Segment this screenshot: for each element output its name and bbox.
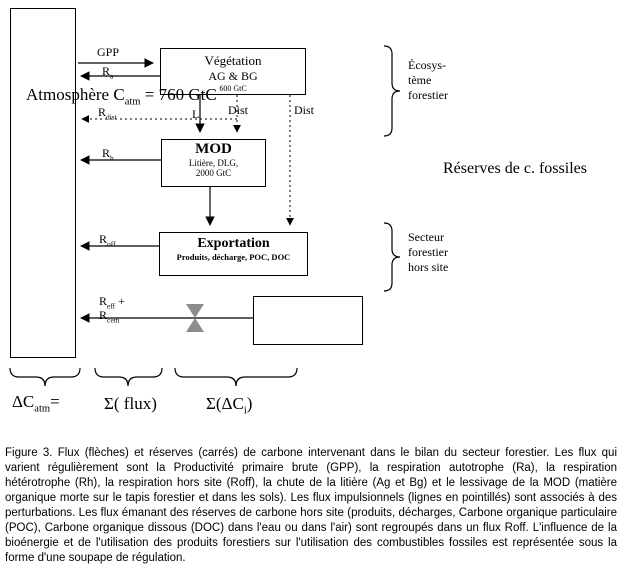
atmosphere-box [10,8,76,358]
mod-box [161,139,266,187]
vegetation-title: Végétation [204,53,262,68]
rcem-label: $R_{cem}$ [99,308,120,325]
atmosphere-label: Atmosphère $C_{atm} = 760$ GtC [26,85,217,108]
fossil-reserves-label: Réserves de c. fossiles [443,160,587,177]
stocks-underbrace [175,368,297,386]
rh-label: $R_h$ [102,146,114,163]
offsite-brace [384,223,400,291]
ra-label: $R_a$ [102,64,114,81]
roff-label: $R_{off}$ [99,232,116,249]
rdist-label: $R_{dist}$ [98,105,117,122]
gpp-label: GPP [97,45,120,59]
ecosystem-brace [384,46,400,136]
exportation-box [159,232,308,276]
equation-flux-sum: Σ( flux) [104,394,157,413]
exportation-title: Exportation [197,236,270,251]
mod-stock: 2000 GtC [195,168,232,179]
vegetation-subtitle: AG & BG [208,69,258,83]
dist-label-2: Dist [294,103,315,117]
vegetation-stock: 600 GtC [219,84,247,93]
figure-caption: Figure 3. Flux (flèches) et réserves (carrés) de carbone intervenant dans le bilan du secteur forestier. Les flux qui varient régulièrement sont la Productivité primaire brute (GPP), la respiration autotrophe (Ra), la respiration hétérotrophe (Rh), la respiration hors site (Roff), la chute de la litière (Ag et Bg) et le lessivage de la MOD (matière organique morte sur le tapis forestier et dans les sols). Les flux impulsionnels (lignes en pointillés) sont associés à des perturbations. Les flux émanant des réserves de carbone hors site (produits, décharges, Carbone organique particulaire (POC), Carbone organique dissous (DOC) dans l'eau ou dans l'air) sont regroupés dans un flux Roff. L'influence de la bioénergie et de l'utilisation des produits forestiers sur l'utilisation des combustibles fossiles est représentée sous la forme d'une soupape de régulation. [5,447,617,564]
equation-stock-sum: $\Sigma(\Delta C_i)$ [206,394,253,417]
atmosphere-underbrace [10,368,80,386]
reff-label: $R_{eff}$ + [99,294,125,311]
exportation-subtitle: Produits, décharge, POC, DOC [176,252,291,262]
dist-label-1: Dist [228,103,249,117]
mod-title: MOD [195,141,232,157]
mod-subtitle: Litière, DLG, [188,158,239,168]
flux-underbrace [95,368,162,386]
ecosystem-brace-label: Écosys- tème forestier [408,58,448,102]
offsite-brace-label: Secteur forestier hors site [408,230,449,274]
litterfall-label: L [192,107,200,121]
equation-lhs: $\Delta C_{atm}=$ [12,392,60,415]
valve-icon [186,304,204,332]
fossil-reserves-box [253,296,363,345]
